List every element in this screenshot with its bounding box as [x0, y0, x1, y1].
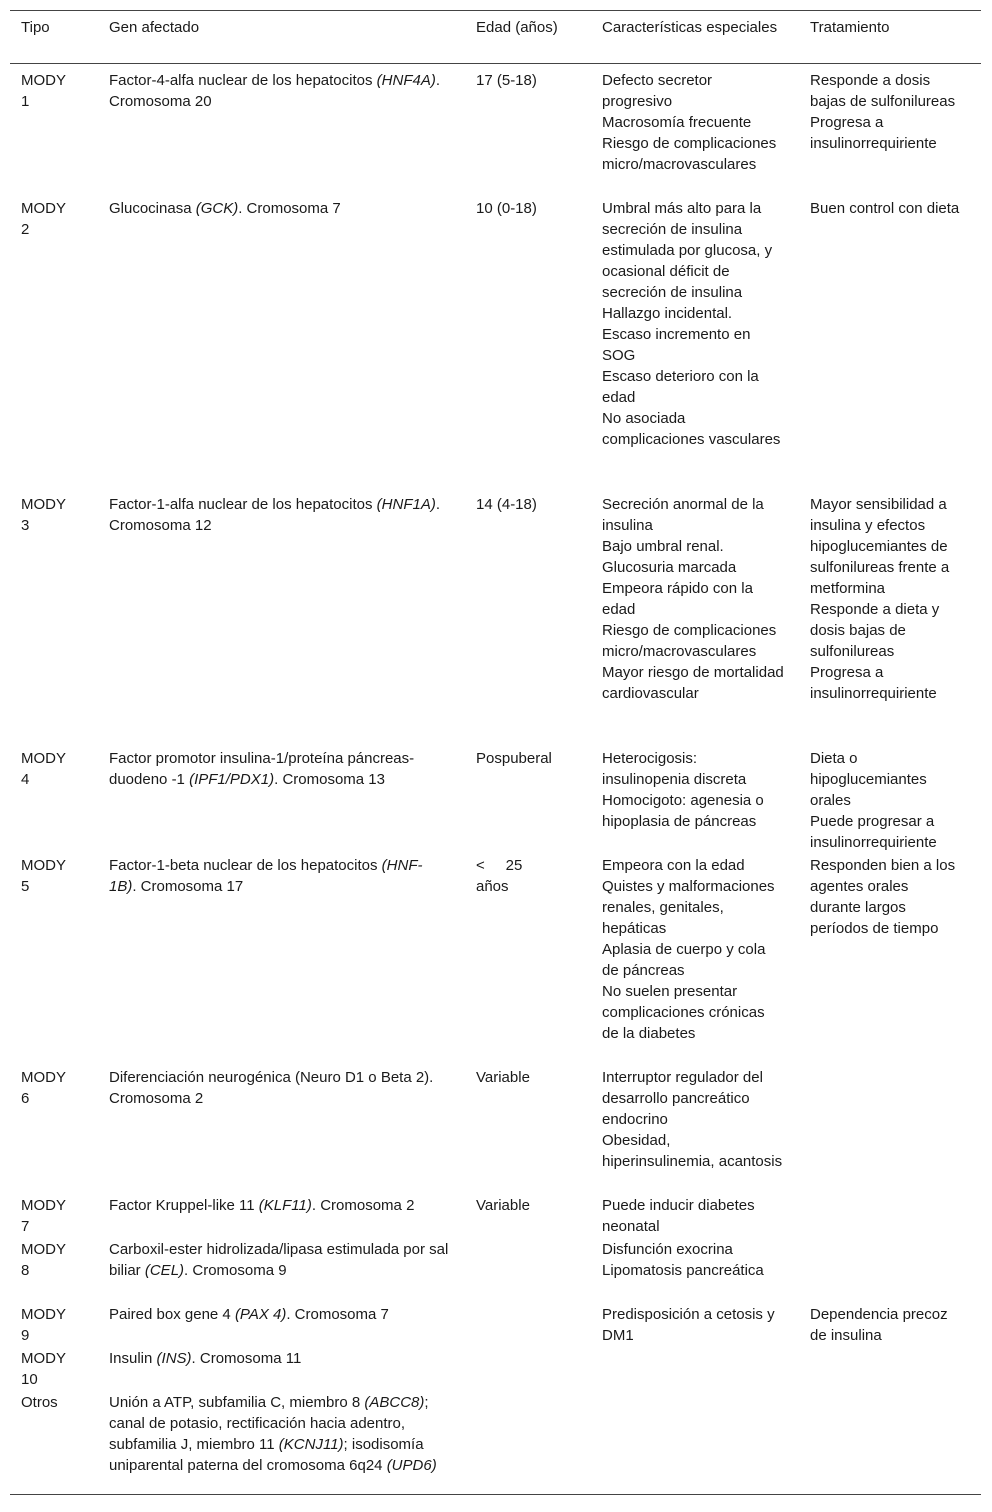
table-row — [10, 64, 981, 192]
tipo-line: Otros — [21, 1394, 58, 1411]
cell-edad — [476, 198, 586, 219]
gene-text: Factor promotor insulina-1/proteína páncreas-duodeno -1 — [109, 750, 415, 788]
tipo-line: MODY — [21, 1197, 66, 1214]
cell-edad — [476, 855, 586, 897]
edad-line: 10 (0-18) — [476, 200, 537, 217]
tipo-line: 9 — [21, 1327, 30, 1344]
cell-edad — [476, 1195, 586, 1216]
caract-line: No suelen presentar complicaciones crónicas de la diabetes — [602, 983, 765, 1042]
tipo-line: 3 — [21, 517, 30, 534]
gene-text: . Cromosoma 2 — [311, 1197, 415, 1214]
trat-line: Buen control con dieta — [810, 200, 960, 217]
cell-trat — [810, 1304, 960, 1346]
table-row — [10, 849, 981, 1061]
tipo-line: 4 — [21, 771, 30, 788]
gene-text: . Cromosoma 12 — [109, 496, 440, 534]
caract-line: Obesidad, hiperinsulinemia, acantosis — [602, 1132, 783, 1170]
tipo-line: 8 — [21, 1262, 30, 1279]
edad-line: Pospuberal — [476, 750, 552, 767]
table-row — [10, 1342, 981, 1386]
gene-text: Paired box gene 4 — [109, 1306, 235, 1323]
caract-line: Lipomatosis pancreática — [602, 1262, 764, 1279]
gene-text: . Cromosoma 9 — [184, 1262, 287, 1279]
edad-line: 17 (5-18) — [476, 72, 537, 89]
gene-text: . Cromosoma 20 — [109, 72, 440, 110]
cell-trat — [810, 198, 960, 219]
caract-line: Homocigoto: agenesia o hipoplasia de páncreas — [602, 792, 764, 830]
gene-text: . Cromosoma 7 — [286, 1306, 389, 1323]
tipo-line: 6 — [21, 1090, 30, 1107]
cell-caract — [602, 855, 784, 1044]
table-header-row — [10, 11, 981, 63]
cell-tipo — [21, 70, 91, 112]
caract-line: Quistes y malformaciones renales, genitales, hepáticas — [602, 878, 775, 937]
trat-line: Responde a dieta y dosis bajas de sulfonilureas — [810, 601, 940, 660]
cell-edad — [476, 494, 586, 515]
edad-line: Variable — [476, 1069, 530, 1086]
gene-text: Factor-4-alfa nuclear de los hepatocitos — [109, 72, 377, 89]
cell-caract — [602, 494, 784, 704]
caract-line: Umbral más alto para la secreción de insulina estimulada por glucosa, y ocasional déficit de secreción de insulina — [602, 200, 773, 301]
gene-text: Factor-1-alfa nuclear de los hepatocitos — [109, 496, 377, 513]
tipo-line: MODY — [21, 750, 66, 767]
gene-symbol: (PAX 4) — [234, 1306, 287, 1323]
header-tratamiento: Tratamiento — [810, 19, 890, 36]
cell-gen — [109, 1348, 449, 1369]
cell-caract — [602, 70, 784, 175]
table-row — [10, 1061, 981, 1189]
cell-tipo — [21, 198, 91, 240]
gene-symbol: (UPD6) — [386, 1457, 437, 1474]
gene-text: . Cromosoma 13 — [274, 771, 385, 788]
gene-symbol: (GCK) — [195, 200, 239, 217]
gene-symbol: (CEL) — [144, 1262, 185, 1279]
cell-gen — [109, 494, 449, 536]
tipo-line: MODY — [21, 1350, 66, 1367]
gene-symbol: (KCNJ11) — [278, 1436, 344, 1453]
cell-caract — [602, 1304, 784, 1346]
tipo-line: 10 — [21, 1371, 38, 1388]
gene-text: ; isodisomía uniparental paterna del cromosoma 6q24 — [109, 1436, 424, 1474]
cell-caract — [602, 198, 784, 450]
gene-text: Glucocinasa — [109, 200, 196, 217]
trat-line: Progresa a insulinorrequiriente — [810, 114, 937, 152]
mody-table — [10, 10, 981, 1495]
tipo-line: MODY — [21, 72, 66, 89]
cell-trat — [810, 748, 960, 853]
gene-symbol: (HNF1A) — [376, 496, 436, 513]
caract-line: Disfunción exocrina — [602, 1241, 733, 1258]
cell-edad — [476, 748, 586, 769]
cell-caract — [602, 1067, 784, 1172]
header-gen-afectado: Gen afectado — [109, 19, 200, 36]
gene-text: Unión a ATP, subfamilia C, miembro 8 — [109, 1394, 365, 1411]
tipo-line: MODY — [21, 857, 66, 874]
caract-line: Secreción anormal de la insulina — [602, 496, 764, 534]
caract-line: Bajo umbral renal. Glucosuria marcada — [602, 538, 737, 576]
caract-line: Puede inducir diabetes neonatal — [602, 1197, 755, 1235]
gene-text: Carboxil-ester hidrolizada/lipasa estimulada por sal biliar — [109, 1241, 449, 1279]
caract-line: Hallazgo incidental. Escaso incremento en SOG — [602, 305, 751, 364]
cell-tipo — [21, 748, 91, 790]
tipo-line: 1 — [21, 93, 30, 110]
edad-line: años — [476, 878, 509, 895]
header-tipo: Tipo — [21, 19, 50, 36]
trat-line: Responde a dosis bajas de sulfonilureas — [810, 72, 956, 110]
cell-tipo — [21, 1392, 91, 1413]
table-row — [10, 1298, 981, 1342]
edad-line: Variable — [476, 1197, 530, 1214]
tipo-line: 2 — [21, 221, 30, 238]
cell-tipo — [21, 494, 91, 536]
cell-tipo — [21, 1195, 91, 1237]
edad-line: < 25 — [476, 857, 523, 874]
caract-line: Predisposición a cetosis y DM1 — [602, 1306, 775, 1344]
trat-line: Mayor sensibilidad a insulina y efectos hipoglucemiantes de sulfonilureas frente a metformina — [810, 496, 950, 597]
caract-line: No asociada complicaciones vasculares — [602, 410, 781, 448]
cell-caract — [602, 748, 784, 832]
cell-gen — [109, 70, 449, 112]
cell-trat — [810, 70, 960, 154]
gene-symbol: (KLF11) — [258, 1197, 312, 1214]
gene-text: ; canal de potasio, rectificación hacia adentro, subfamilia J, miembro 11 — [109, 1394, 429, 1453]
trat-line: Responden bien a los agentes orales durante largos períodos de tiempo — [810, 857, 956, 937]
caract-line: Riesgo de complicaciones micro/macrovasculares — [602, 135, 777, 173]
cell-edad — [476, 1067, 586, 1088]
table-row — [10, 742, 981, 849]
gene-text: . Cromosoma 7 — [238, 200, 341, 217]
table-row — [10, 1386, 981, 1494]
tipo-line: MODY — [21, 496, 66, 513]
edad-line: 14 (4-18) — [476, 496, 537, 513]
caract-line: Mayor riesgo de mortalidad cardiovascular — [602, 664, 784, 702]
cell-gen — [109, 1239, 449, 1281]
cell-gen — [109, 198, 449, 219]
gene-symbol: (HNF4A) — [376, 72, 436, 89]
table-body — [10, 64, 981, 1494]
table-row — [10, 1233, 981, 1298]
gene-symbol: (HNF-1B) — [109, 857, 423, 895]
cell-gen — [109, 1195, 449, 1216]
caract-line: Defecto secretor progresivo — [602, 72, 713, 110]
trat-line: Progresa a insulinorrequiriente — [810, 664, 937, 702]
caract-line: Empeora rápido con la edad — [602, 580, 753, 618]
caract-line: Escaso deterioro con la edad — [602, 368, 759, 406]
caract-line: Heterocigosis: insulinopenia discreta — [602, 750, 747, 788]
cell-gen — [109, 1392, 449, 1476]
cell-gen — [109, 748, 449, 790]
table-row — [10, 488, 981, 742]
gene-symbol: (INS) — [156, 1350, 192, 1367]
cell-gen — [109, 855, 449, 897]
cell-gen — [109, 1304, 449, 1325]
caract-line: Empeora con la edad — [602, 857, 745, 874]
gene-text: . Cromosoma 11 — [191, 1350, 302, 1367]
cell-trat — [810, 855, 960, 939]
gene-text: Factor Kruppel-like 11 — [109, 1197, 259, 1214]
cell-trat — [810, 494, 960, 704]
table-row — [10, 1189, 981, 1233]
caract-line: Interruptor regulador del desarrollo pancreático endocrino — [602, 1069, 763, 1128]
cell-gen — [109, 1067, 449, 1109]
cell-caract — [602, 1239, 784, 1281]
tipo-line: 7 — [21, 1218, 30, 1235]
table-row — [10, 192, 981, 488]
trat-line: Puede progresar a insulinorrequiriente — [810, 813, 937, 851]
cell-tipo — [21, 1239, 91, 1281]
gene-text: Diferenciación neurogénica (Neuro D1 o Beta 2). Cromosoma 2 — [109, 1069, 434, 1107]
trat-line: Dieta o hipoglucemiantes orales — [810, 750, 927, 809]
header-caracteristicas: Características especiales — [602, 19, 778, 36]
caract-line: Macrosomía frecuente — [602, 114, 752, 131]
cell-tipo — [21, 1067, 91, 1109]
gene-text: Insulin — [109, 1350, 157, 1367]
gene-symbol: (IPF1/PDX1) — [189, 771, 275, 788]
tipo-line: 5 — [21, 878, 30, 895]
cell-tipo — [21, 855, 91, 897]
caract-line: Riesgo de complicaciones micro/macrovasculares — [602, 622, 777, 660]
tipo-line: MODY — [21, 1241, 66, 1258]
gene-text: . Cromosoma 17 — [132, 878, 244, 895]
table-bottom-rule — [10, 1494, 981, 1495]
cell-tipo — [21, 1304, 91, 1346]
gene-symbol: (ABCC8) — [364, 1394, 425, 1411]
trat-line: Dependencia precoz de insulina — [810, 1306, 948, 1344]
cell-edad — [476, 70, 586, 91]
tipo-line: MODY — [21, 1306, 66, 1323]
tipo-line: MODY — [21, 1069, 66, 1086]
header-edad: Edad (años) — [476, 19, 558, 36]
cell-tipo — [21, 1348, 91, 1390]
gene-text: Factor-1-beta nuclear de los hepatocitos — [109, 857, 382, 874]
caract-line: Aplasia de cuerpo y cola de páncreas — [602, 941, 766, 979]
cell-caract — [602, 1195, 784, 1237]
tipo-line: MODY — [21, 200, 66, 217]
